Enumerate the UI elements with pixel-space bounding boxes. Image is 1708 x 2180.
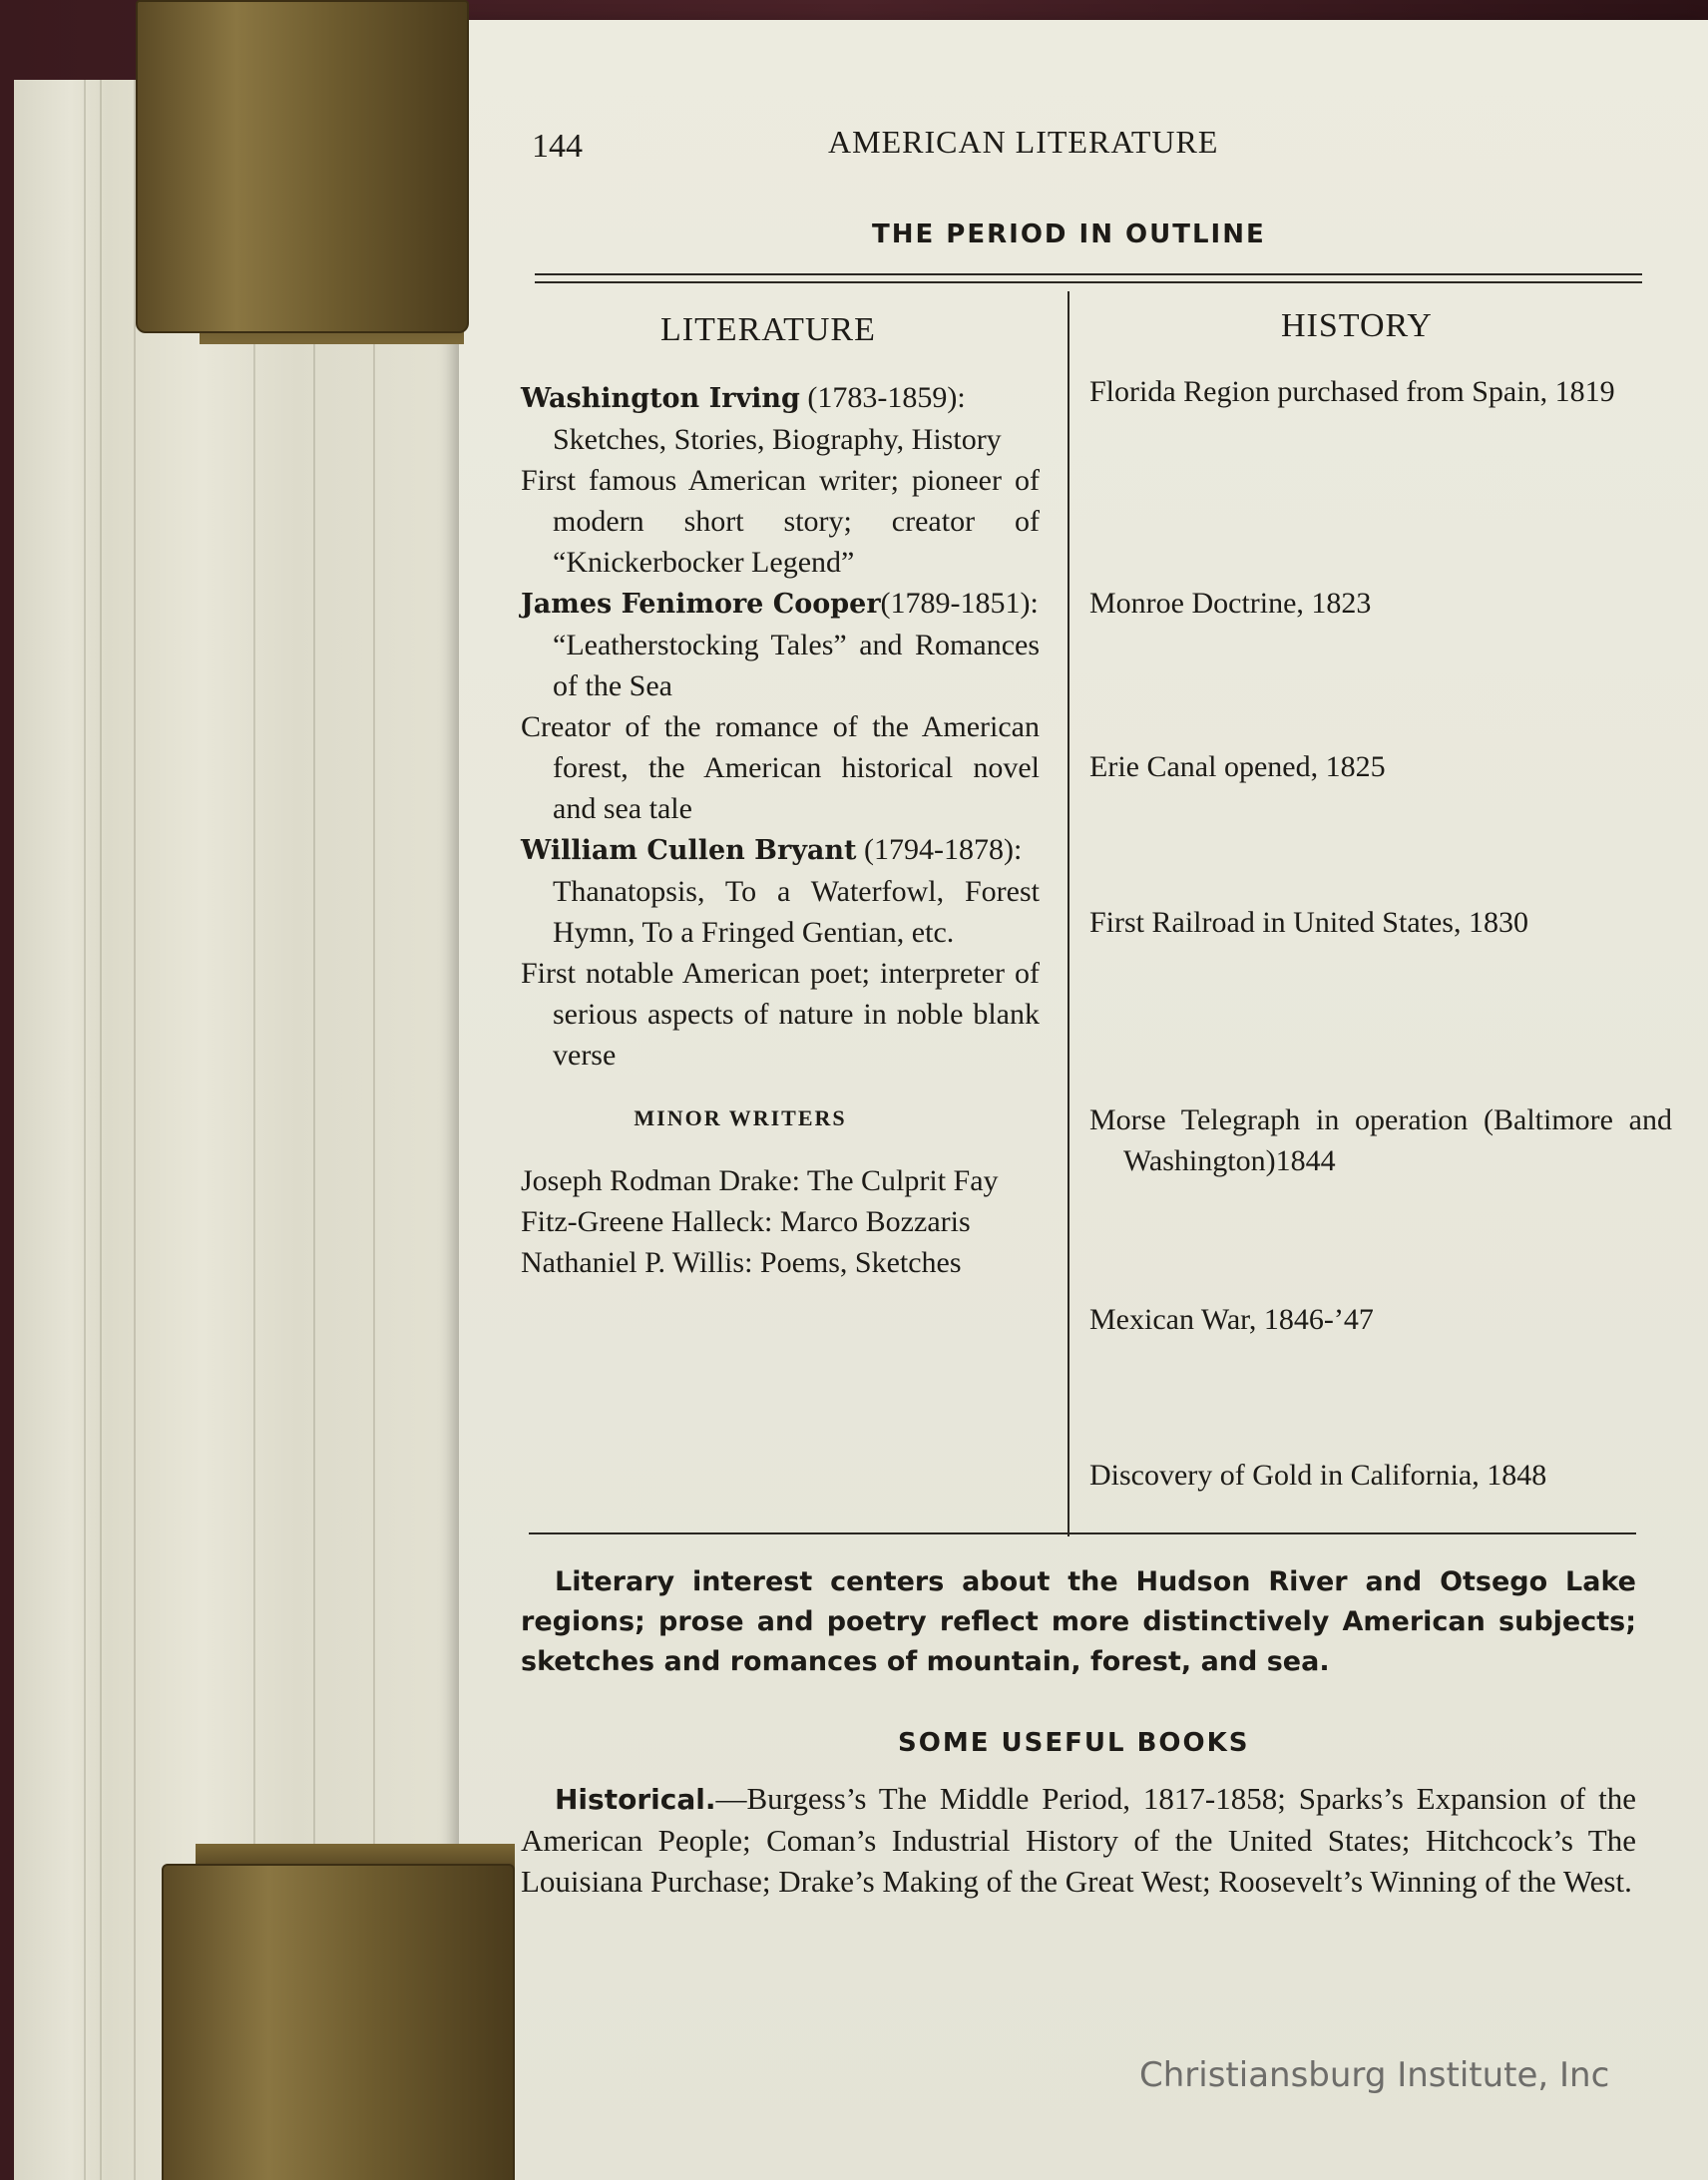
author-name: Washington Irving bbox=[521, 383, 800, 414]
history-event: Florida Region purchased from Spain, 1819 bbox=[1089, 375, 1615, 408]
history-event: Mexican War, 1846-’47 bbox=[1089, 1303, 1374, 1336]
author-works: “Leatherstocking Tales” and Romances of the Sea bbox=[553, 629, 1040, 702]
author-name: William Cullen Bryant bbox=[521, 835, 857, 866]
books-lead: Historical. bbox=[555, 1783, 716, 1816]
author-dates: (1794-1878): bbox=[856, 833, 1023, 866]
history-heading: HISTORY bbox=[1281, 307, 1433, 344]
minor-writer: Fitz-Greene Halleck: Marco Bozzaris bbox=[521, 1205, 971, 1238]
author-name: James Fenimore Cooper bbox=[521, 589, 881, 620]
books-title: SOME USEFUL BOOKS bbox=[898, 1728, 1250, 1758]
author-entry bbox=[521, 583, 1040, 706]
period-summary: Literary interest centers about the Hudson River and Otsego Lake regions; prose and poetry reflect more distinctively American subjects; sketches and romances of mountain, forest, and sea. bbox=[521, 1566, 1636, 1677]
author-works: Thanatopsis, To a Waterfowl, Forest Hymn, To a Fringed Gentian, etc. bbox=[553, 875, 1040, 949]
column-divider bbox=[1068, 291, 1069, 1536]
minor-writer: Nathaniel P. Willis: Poems, Sketches bbox=[521, 1246, 962, 1279]
books-text: —Burgess’s The Middle Period, 1817-1858; Sparks’s Expansion of the American People; Coman’s Industrial History of the United States; Hitchcock’s The Louisiana Purchase; Drake’s Making of the Great West; Roosevelt’s Winning of the West. bbox=[521, 1781, 1636, 1899]
author-note: First famous American writer; pioneer of modern short story; creator of “Knickerbocker Legend” bbox=[521, 464, 1040, 579]
author-note: First notable American poet; interpreter of serious aspects of nature in noble blank verse bbox=[521, 957, 1040, 1072]
author-dates: (1789-1851): bbox=[880, 587, 1039, 620]
useful-books-paragraph bbox=[521, 1778, 1636, 1902]
author-entry bbox=[521, 377, 1040, 460]
bottom-rule bbox=[529, 1532, 1636, 1534]
minor-writer: Joseph Rodman Drake: The Culprit Fay bbox=[521, 1164, 999, 1197]
section-title: THE PERIOD IN OUTLINE bbox=[872, 219, 1266, 249]
author-dates: (1783-1859): bbox=[799, 381, 966, 414]
bottom-brass-clip bbox=[162, 1864, 515, 2180]
running-head: AMERICAN LITERATURE bbox=[828, 124, 1219, 160]
history-event: Monroe Doctrine, 1823 bbox=[1089, 587, 1372, 620]
literature-column bbox=[521, 377, 1040, 1283]
top-brass-clip bbox=[136, 0, 469, 333]
history-event: First Railroad in United States, 1830 bbox=[1089, 906, 1528, 939]
author-works: Sketches, Stories, Biography, History bbox=[553, 423, 1002, 456]
minor-writers-heading: MINOR WRITERS bbox=[634, 1105, 847, 1130]
author-note: Creator of the romance of the American forest, the American historical novel and sea tale bbox=[521, 710, 1040, 825]
history-event: Morse Telegraph in operation (Baltimore and Washington)1844 bbox=[1089, 1103, 1672, 1177]
page-number: 144 bbox=[532, 128, 583, 165]
history-event: Discovery of Gold in California, 1848 bbox=[1089, 1459, 1547, 1492]
author-entry bbox=[521, 829, 1040, 953]
watermark: Christiansburg Institute, Inc bbox=[1139, 2055, 1610, 2095]
history-event: Erie Canal opened, 1825 bbox=[1089, 750, 1386, 783]
literature-heading: LITERATURE bbox=[660, 311, 876, 348]
top-double-rule bbox=[535, 273, 1642, 283]
